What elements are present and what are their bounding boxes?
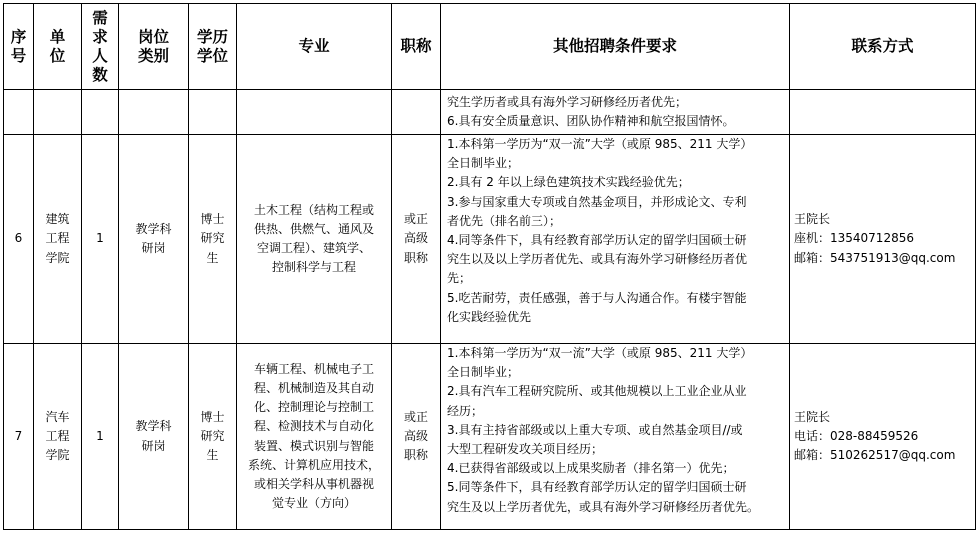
row-major: 土木工程（结构工程或 供热、供燃气、通风及 空调工程）、建筑学、 控制科学与工程 bbox=[237, 135, 392, 344]
header-other: 其他招聘条件要求 bbox=[441, 4, 790, 90]
row-contact: 王院长 电话：028-88459526 邮箱：510262517@qq.com bbox=[790, 344, 976, 530]
row-count: 1 bbox=[82, 135, 119, 344]
row-degree: 博士 研究 生 bbox=[189, 135, 237, 344]
row-count: 1 bbox=[82, 344, 119, 530]
table-row bbox=[4, 344, 976, 530]
carryover-other: 究生学历者或具有海外学习研修经历者优先； 6.具有安全质量意识、团队协作精神和航空报国情怀。 bbox=[441, 90, 790, 135]
header-title: 职称 bbox=[392, 4, 441, 90]
recruitment-table bbox=[3, 3, 976, 530]
row-seq: 7 bbox=[4, 344, 34, 530]
row-title: 或正 高级 职称 bbox=[392, 344, 441, 530]
header-position: 岗位 类别 bbox=[119, 4, 189, 90]
row-seq: 6 bbox=[4, 135, 34, 344]
row-position: 教学科 研岗 bbox=[119, 135, 189, 344]
header-degree: 学历 学位 bbox=[189, 4, 237, 90]
row-major: 车辆工程、机械电子工 程、机械制造及其自动 化、控制理论与控制工 程、检测技术与自动化 装置、模式识别与智能 系统、计算机应用技术， 或相关学科从事机器视 觉专业（方向） bbox=[237, 344, 392, 530]
row-unit: 汽车 工程 学院 bbox=[34, 344, 82, 530]
header-major: 专业 bbox=[237, 4, 392, 90]
row-contact: 王院长 座机：13540712856 邮箱：543751913@qq.com bbox=[790, 135, 976, 344]
table-row bbox=[4, 135, 976, 344]
row-position: 教学科 研岗 bbox=[119, 344, 189, 530]
row-title: 或正 高级 职称 bbox=[392, 135, 441, 344]
header-contact: 联系方式 bbox=[790, 4, 976, 90]
header-unit: 单 位 bbox=[34, 4, 82, 90]
row-unit: 建筑 工程 学院 bbox=[34, 135, 82, 344]
row-other: 1.本科第一学历为“双一流”大学（或原 985、211 大学） 全日制毕业； 2.具有汽车工程研究院所、或其他规模以上工业企业从业 经历； 3.具有主持省部级或以上重大专项、或自然基金项目//或 大型工程研发攻关项目经历； 4.已获得省部级或以上成果奖励者（排名第一）优先； 5.同等条件下，具有经教育部学历认定的留学归国硕士研 究生及以上学历者优先，或具有海外学习研修经历者优先。 bbox=[441, 344, 790, 530]
row-other: 1.本科第一学历为“双一流”大学（或原 985、211 大学） 全日制毕业； 2.具有 2 年以上绿色建筑技术实践经验优先； 3.参与国家重大专项或自然基金项目，并形成论文、专利 者优先（排名前三）； 4.同等条件下，具有经教育部学历认定的留学归国硕士研 究生以及以上学历者优先、或具有海外学习研修经历者优 先； 5.吃苦耐劳，责任感强，善于与人沟通合作。有楼宇智能 化实践经验优先 bbox=[441, 135, 790, 344]
header-seq: 序 号 bbox=[4, 4, 34, 90]
carryover-row bbox=[4, 90, 976, 135]
header-count: 需 求 人 数 bbox=[82, 4, 119, 90]
row-degree: 博士 研究 生 bbox=[189, 344, 237, 530]
header-row bbox=[4, 4, 976, 90]
